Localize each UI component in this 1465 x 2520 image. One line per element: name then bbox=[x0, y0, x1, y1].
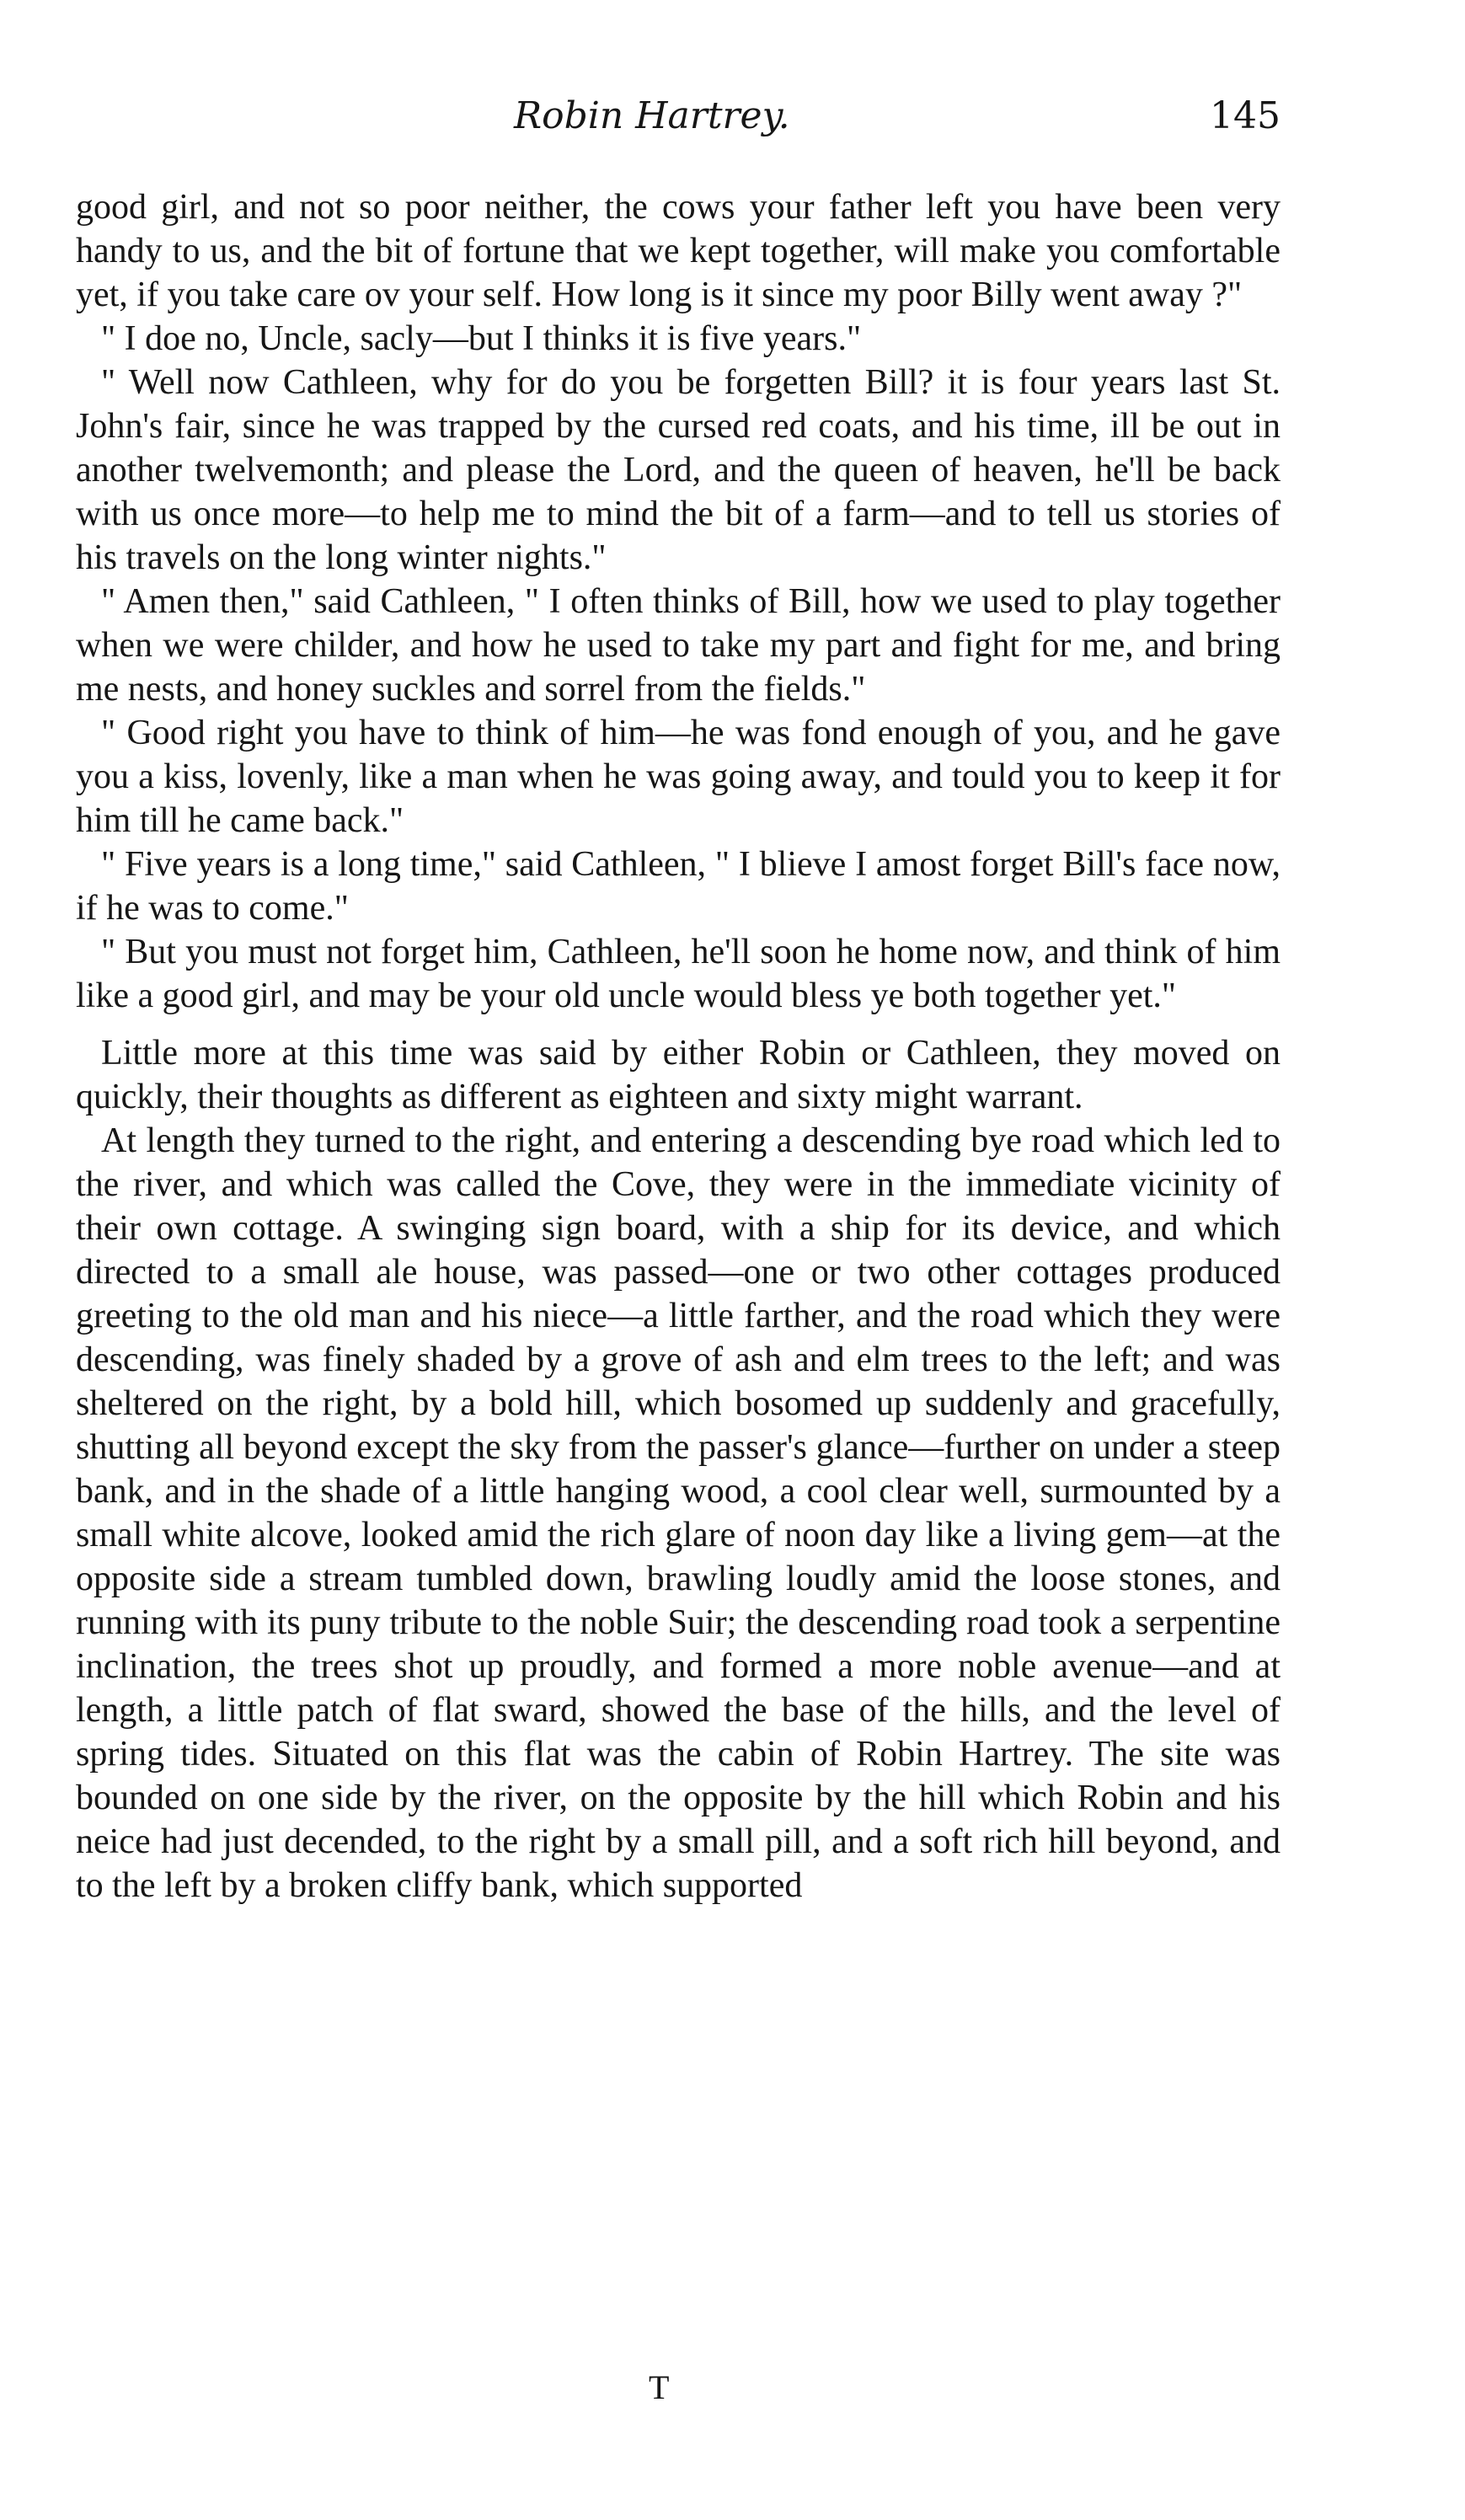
paragraph: " But you must not forget him, Cathleen, he'll soon he home now, and think of him like a good girl, and may be your old uncle would bless ye both together yet." bbox=[76, 933, 1281, 1015]
page-header bbox=[76, 91, 1281, 150]
paragraph: " Five years is a long time," said Cathleen, " I blieve I amost forget Bill's face now, if he was to come." bbox=[76, 845, 1281, 928]
paragraph: good girl, and not so poor neither, the cows your father left you have been very handy to us, and the bit of fortune that we kept together, will make you comfortable yet, if you take care ov your self. How long is it since my poor Billy went away ?" bbox=[76, 188, 1281, 314]
signature-mark: T bbox=[649, 2368, 670, 2406]
paragraph: " Good right you have to think of him—he was fond enough of you, and he gave you a kiss, lovenly, like a man when he was going away, and tould you to keep it for him till he came back." bbox=[76, 714, 1281, 840]
body-text bbox=[76, 185, 1281, 1907]
paragraph: " I doe no, Uncle, sacly—but I thinks it is five years." bbox=[101, 319, 862, 358]
paragraph: Little more at this time was said by either Robin or Cathleen, they moved on quickly, their thoughts as different as eighteen and sixty might warrant. bbox=[76, 1034, 1281, 1116]
paragraph: " Well now Cathleen, why for do you be forgetten Bill? it is four years last St. John's fair, since he was trapped by the cursed red coats, and his time, ill be out in another twelvemonth; and please the Lord, and the queen of heaven, he'll be back with us once more—to help me to mind the bit of a farm—and to tell us stories of his travels on the long winter nights." bbox=[76, 363, 1281, 577]
paragraph: At length they turned to the right, and entering a descending bye road which led to the river, and which was called the Cove, they were in the immediate vicinity of their own cottage. A swinging sign board, with a ship for its device, and which directed to a small ale house, was passed—one or two other cottages produced greeting to the old man and his niece—a little farther, and the road which they were descending, was finely shaded by a grove of ash and elm trees to the left; and was sheltered on the right, by a bold hill, which bosomed up suddenly and gracefully, shutting all beyond except the sky from the passer's glance—further on under a steep bank, and in the shade of a little hanging wood, a cool clear well, surmounted by a small white alcove, looked amid the rich glare of noon day like a living gem—at the opposite side a stream tumbled down, brawling loudly amid the loose stones, and running with its puny tribute to the noble Suir; the descending road took a serpentine inclination, the trees shot up proudly, and formed a more noble avenue—and at length, a little patch of flat sward, showed the base of the hills, and the level of spring tides. Situated on this flat was the cabin of Robin Hartrey. The site was bounded on one side by the river, on the opposite by the hill which Robin and his neice had just decended, to the right by a small pill, and a soft rich hill beyond, and to the left by a broken cliffy bank, which supported bbox=[76, 1121, 1281, 1905]
running-head: Robin Hartrey. bbox=[514, 94, 790, 137]
paragraph: " Amen then," said Cathleen, " I often thinks of Bill, how we used to play together when we were childer, and how he used to take my part and fight for me, and bring me nests, and honey suckles and sorrel from the fields." bbox=[76, 582, 1281, 709]
page-number: 145 bbox=[1210, 94, 1281, 137]
